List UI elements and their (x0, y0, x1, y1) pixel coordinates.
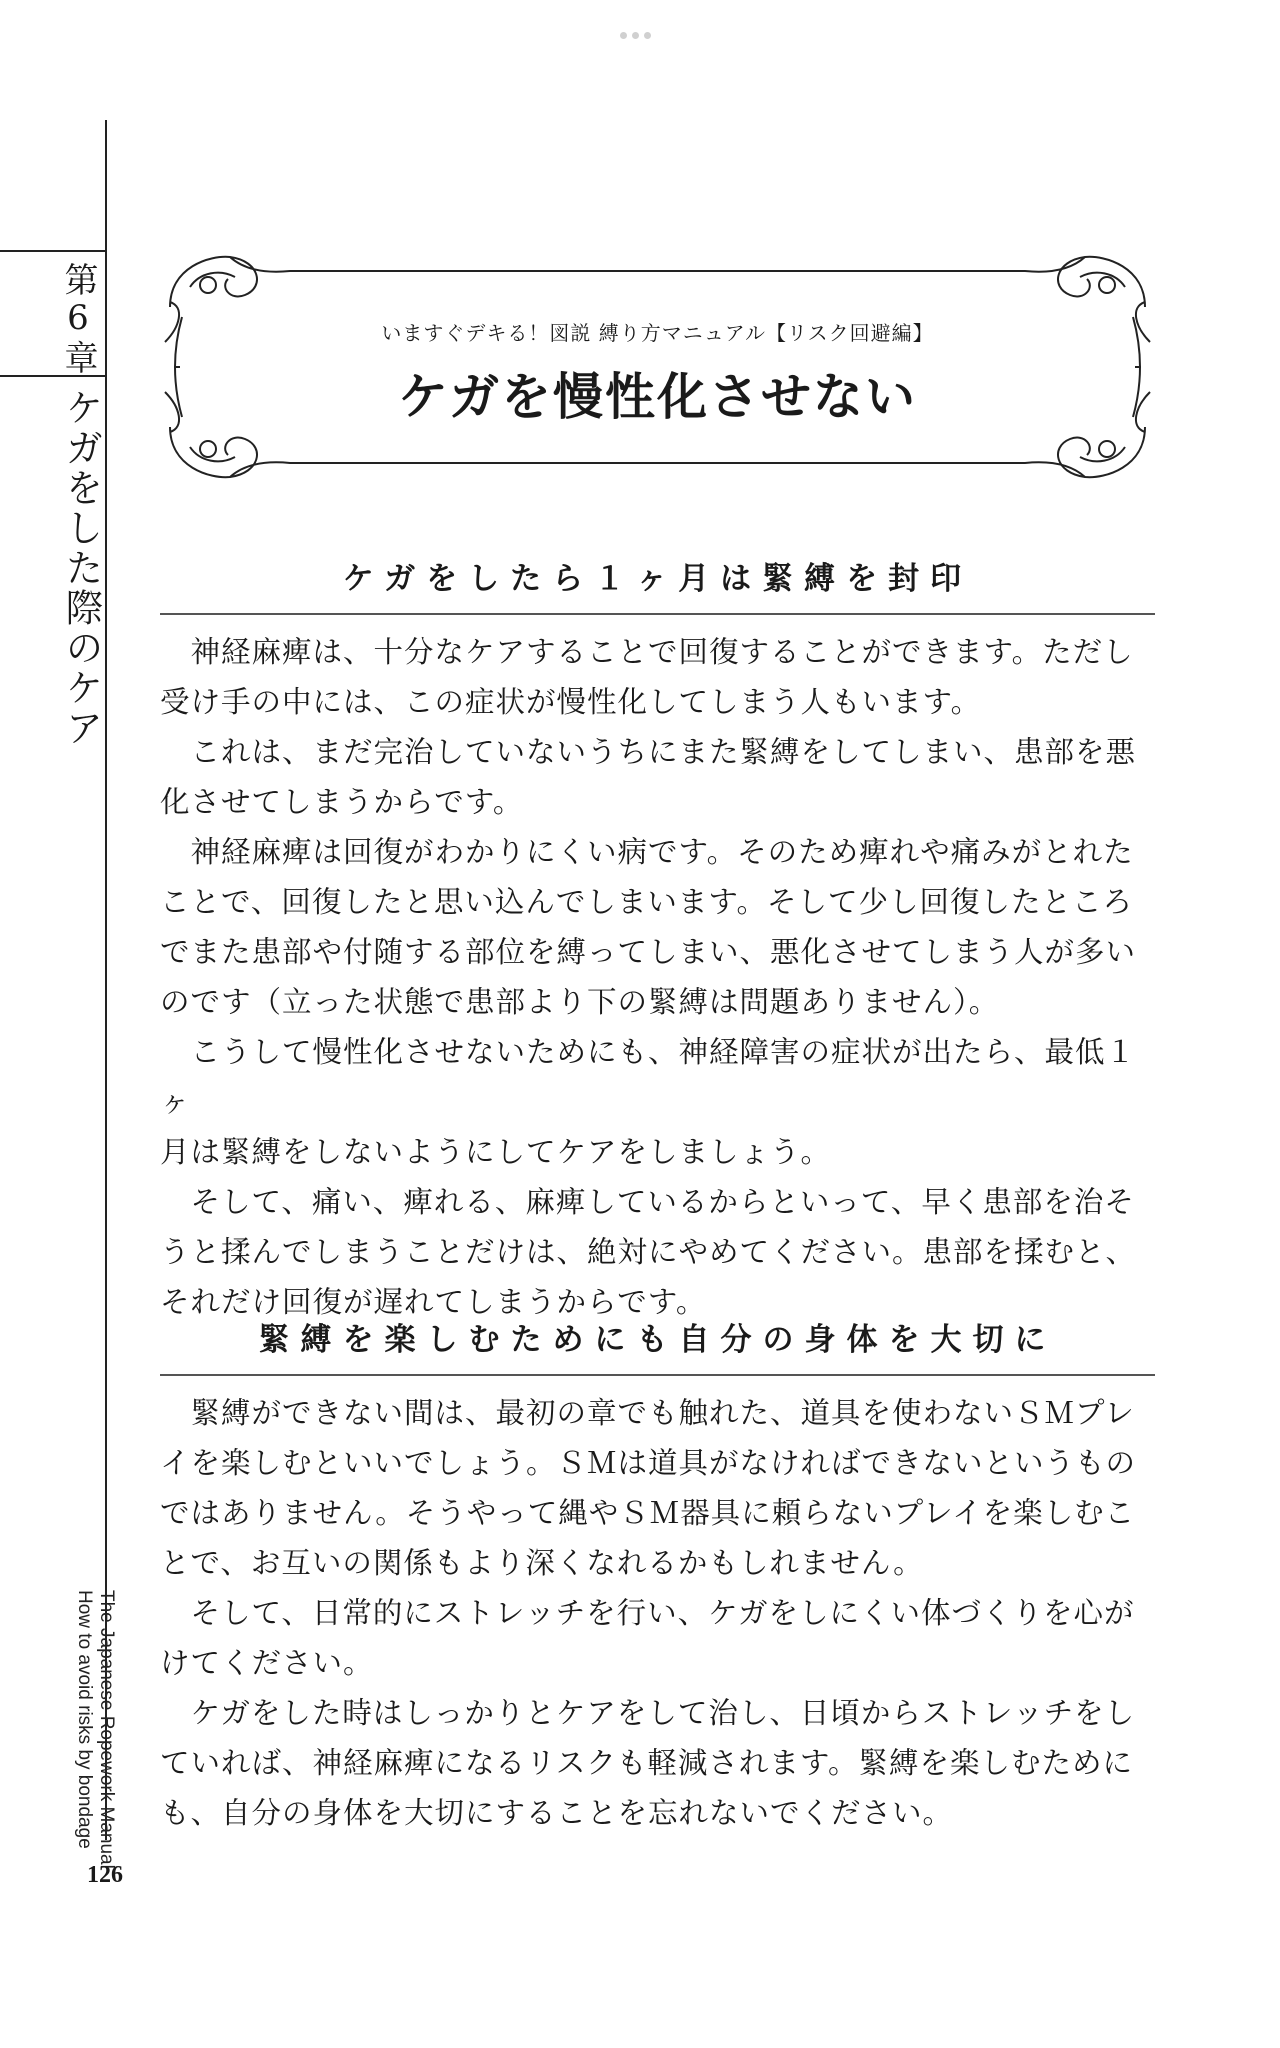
heading-underline-2 (160, 1374, 1155, 1376)
running-title-line2: How to avoid risks by bondage (74, 1590, 95, 1849)
section-label: ケガをした際のケア (59, 388, 103, 748)
section-body-2 (160, 1388, 1158, 1838)
section-body-1 (160, 627, 1158, 1327)
paragraph: ケガをした時はしっかりとケアをして治し、日頃からストレッチをし ていれば、神経麻痺になるリスクも軽減されます。緊縛を楽しむために も、自分の身体を大切にすることを忘れないでください。 (160, 1696, 1136, 1830)
heading-underline-1 (160, 613, 1155, 615)
page-number: 126 (87, 1862, 123, 1888)
page-indicator-dots (620, 24, 680, 34)
section-heading-2: 緊縛を楽しむためにも自分の身体を大切に (258, 1322, 1057, 1358)
page-title: ケガを慢性化させない (398, 368, 917, 426)
paragraph: 神経麻痺は回復がわかりにくい病です。そのため痺れや痛みがとれた ことで、回復したと思い込んでしまいます。そして少し回復したところ でまた患部や付随する部位を縛ってしまい、悪化させてしまう人が多い のです（立った状態で患部より下の緊縛は問題ありません）。 (160, 835, 1137, 1019)
paragraph: これは、まだ完治していないうちにまた緊縛をしてしまい、患部を悪 化させてしまうからです。 (160, 735, 1137, 819)
book-subtitle: いますぐデキる！図説 縛り方マニュアル【リスク回避編】 (381, 321, 934, 345)
paragraph: 神経麻痺は、十分なケアすることで回復することができます。ただし 受け手の中には、この症状が慢性化してしまう人もいます。 (160, 635, 1134, 719)
chapter-tab-top-rule (0, 250, 107, 252)
running-title-line1: The Japanese Ropework Manual (96, 1590, 117, 1869)
paragraph: 緊縛ができない間は、最初の章でも触れた、道具を使わないＳＭプレ イを楽しむといいでしょう。ＳＭは道具がなければできないというもの ではありません。そうやって縄やＳＭ器具に頼らないプレイを楽しむこ とで、お互いの関係もより深くなれるかもしれません。 (160, 1396, 1137, 1580)
running-title (73, 1590, 117, 1869)
section-heading-1: ケガをしたら１ヶ月は緊縛を封印 (342, 561, 973, 597)
title-frame (160, 247, 1155, 487)
paragraph: そして、日常的にストレッチを行い、ケガをしにくい体づくりを心が けてください。 (160, 1596, 1135, 1680)
paragraph: そして、痛い、痺れる、麻痺しているからといって、早く患部を治そ うと揉んでしまうことだけは、絶対にやめてください。患部を揉むと、 それだけ回復が遅れてしまうからです。 (160, 1185, 1137, 1319)
margin-rule (105, 120, 107, 1840)
paragraph: こうして慢性化させないためにも、神経障害の症状が出たら、最低１ヶ 月は緊縛をしないようにしてケアをしましょう。 (160, 1035, 1137, 1169)
chapter-label: 第6章 (58, 262, 98, 376)
